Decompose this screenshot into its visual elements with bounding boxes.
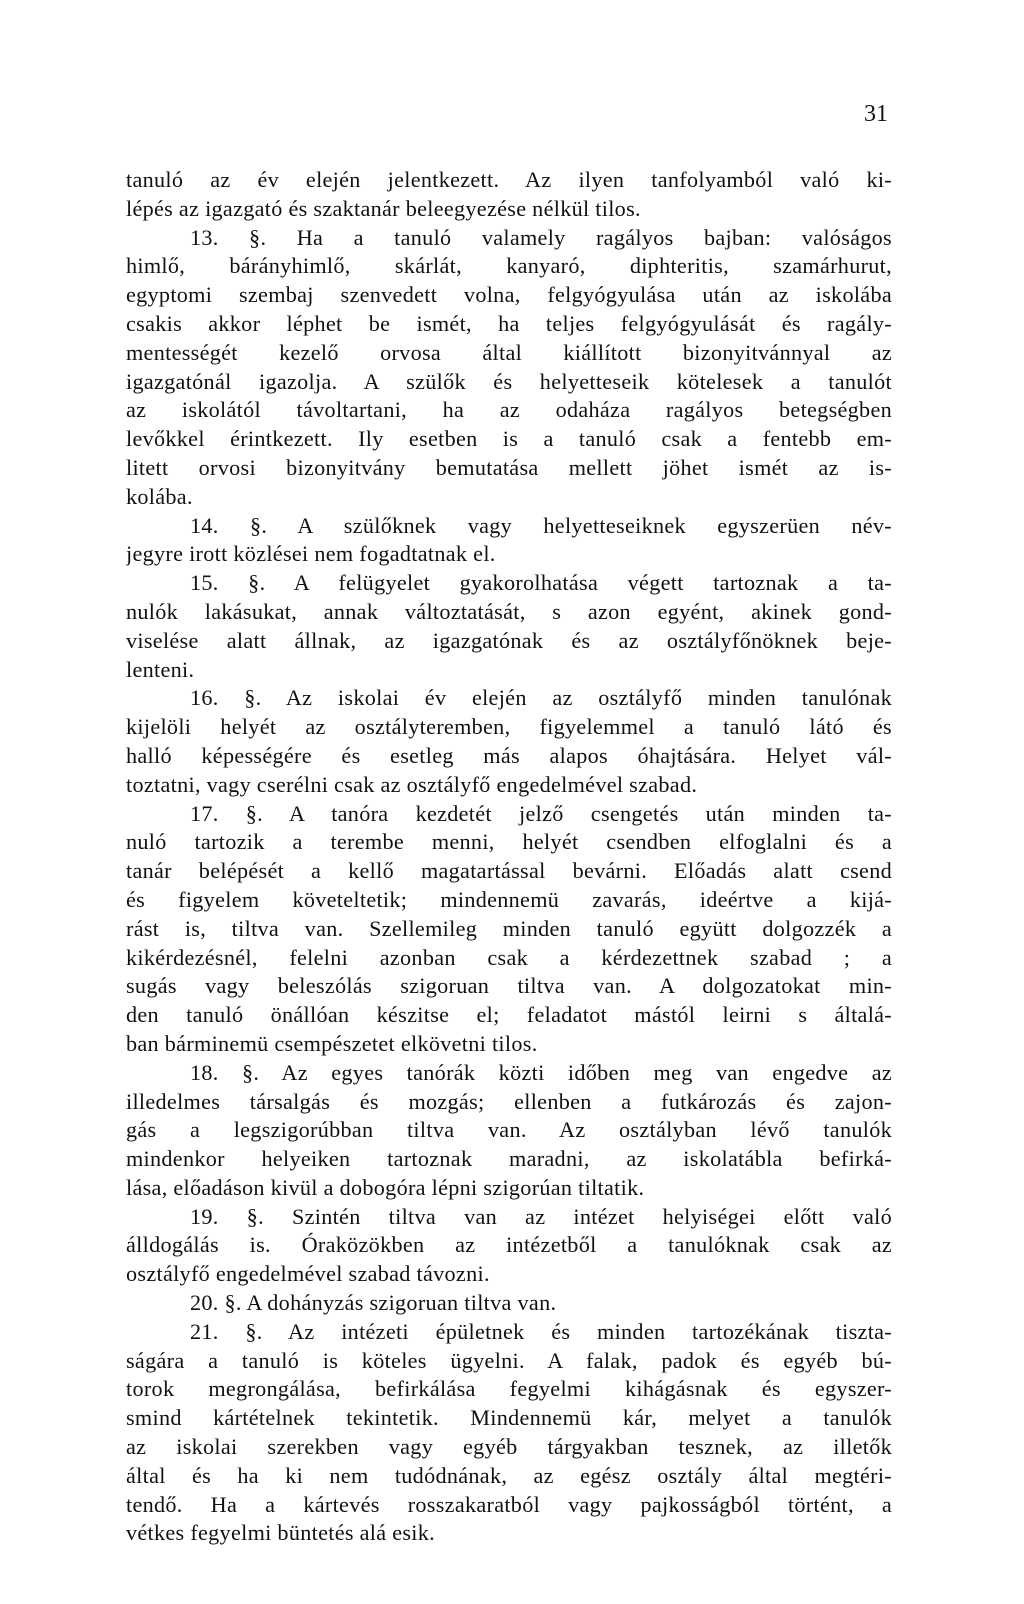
page-number: 31 bbox=[864, 101, 888, 127]
text-line: tanár belépését a kellő magatartással bevárni. Előadás alatt csend bbox=[126, 858, 892, 884]
text-line: csakis akkor léphet be ismét, ha teljes felgyógyulását és ragály- bbox=[126, 310, 892, 336]
text-line: ban bárminemü csempészetet elkövetni tilos. bbox=[126, 1030, 538, 1056]
text-line: 13. §. Ha a tanuló valamely ragályos bajban: valóságos bbox=[190, 224, 892, 250]
text-line: 20. §. A dohányzás szigoruan tiltva van. bbox=[190, 1290, 557, 1316]
body-text bbox=[126, 166, 892, 1548]
text-line: illedelmes társalgás és mozgás; ellenben a futkározás és zajon- bbox=[126, 1088, 892, 1114]
text-line: és figyelem követeltetik; mindennemü zavarás, ideértve a kijá- bbox=[126, 886, 892, 912]
text-line: egyptomi szembaj szenvedett volna, felgyógyulása után az iskolába bbox=[126, 282, 892, 308]
text-line: nulók lakásukat, annak változtatását, s azon egyént, akinek gond- bbox=[126, 598, 892, 624]
text-line: den tanuló önállóan készitse el; feladatot mástól leirni s általá- bbox=[126, 1002, 892, 1028]
text-line: jegyre irott közlései nem fogadtatnak el. bbox=[126, 541, 496, 567]
text-line: halló képességére és esetleg más alapos óhajtására. Helyet vál- bbox=[126, 742, 892, 768]
text-line: 15. §. A felügyelet gyakorolhatása végett tartoznak a ta- bbox=[190, 570, 892, 596]
text-line: ságára a tanuló is köteles ügyelni. A falak, padok és egyéb bú- bbox=[126, 1347, 892, 1373]
text-line: lépés az igazgató és szaktanár beleegyezése nélkül tilos. bbox=[126, 195, 641, 221]
text-line: az iskolai szerekben vagy egyéb tárgyakban tesznek, az illetők bbox=[126, 1434, 892, 1460]
text-line: 16. §. Az iskolai év elején az osztályfő minden tanulónak bbox=[190, 685, 892, 711]
text-line: torok megrongálása, befirkálása fegyelmi kihágásnak és egyszer- bbox=[126, 1376, 892, 1402]
text-line: kikérdezésnél, felelni azonban csak a kérdezettnek szabad ; a bbox=[126, 944, 892, 970]
text-line: gás a legszigorúbban tiltva van. Az osztályban lévő tanulók bbox=[126, 1117, 892, 1143]
text-line: himlő, bárányhimlő, skárlát, kanyaró, diphteritis, szamárhurut, bbox=[126, 253, 892, 279]
text-line: nuló tartozik a terembe menni, helyét csendben elfoglalni és a bbox=[126, 829, 892, 855]
text-line: 19. §. Szintén tiltva van az intézet helyiségei előtt való bbox=[190, 1203, 892, 1229]
text-line: mentességét kezelő orvosa által kiállított bizonyitvánnyal az bbox=[126, 339, 892, 365]
text-line: által és ha ki nem tudódnának, az egész osztály által megtéri- bbox=[126, 1462, 892, 1488]
text-line: litett orvosi bizonyitvány bemutatása mellett jöhet ismét az is- bbox=[126, 454, 892, 480]
text-line: rást is, tiltva van. Szellemileg minden tanuló együtt dolgozzék a bbox=[126, 915, 892, 941]
text-line: toztatni, vagy cserélni csak az osztályfő engedelmével szabad. bbox=[126, 771, 698, 797]
text-line: 14. §. A szülőknek vagy helyetteseiknek egyszerüen név- bbox=[190, 512, 892, 538]
text-line: 17. §. A tanóra kezdetét jelző csengetés után minden ta- bbox=[190, 800, 892, 826]
text-line: tendő. Ha a kártevés rosszakaratból vagy pajkosságból történt, a bbox=[126, 1491, 892, 1517]
text-line: 21. §. Az intézeti épületnek és minden tartozékának tiszta- bbox=[190, 1318, 892, 1344]
text-line: lása, előadáson kivül a dobogóra lépni szigorúan tiltatik. bbox=[126, 1174, 645, 1200]
text-line: levőkkel érintkezett. Ily esetben is a tanuló csak a fentebb em- bbox=[126, 426, 892, 452]
text-line: mindenkor helyeiken tartoznak maradni, az iskolatábla befirká- bbox=[126, 1146, 892, 1172]
text-line: smind kártételnek tekintetik. Mindennemü kár, melyet a tanulók bbox=[126, 1405, 892, 1431]
text-line: kolába. bbox=[126, 483, 193, 509]
text-line: az iskolától távoltartani, ha az odaháza ragályos betegségben bbox=[126, 397, 892, 423]
text-line: 18. §. Az egyes tanórák közti időben meg van engedve az bbox=[190, 1059, 892, 1085]
text-line: sugás vagy beleszólás szigoruan tiltva van. A dolgozatokat min- bbox=[126, 973, 892, 999]
text-line: lenteni. bbox=[126, 656, 195, 682]
text-line: osztályfő engedelmével szabad távozni. bbox=[126, 1261, 490, 1287]
text-line: tanuló az év elején jelentkezett. Az ilyen tanfolyamból való ki- bbox=[126, 167, 892, 192]
text-line: igazgatónál igazolja. A szülők és helyetteseik kötelesek a tanulót bbox=[126, 368, 892, 394]
text-line: kijelöli helyét az osztályteremben, figyelemmel a tanuló látó és bbox=[126, 714, 892, 740]
text-line: viselése alatt állnak, az igazgatónak és az osztályfőnöknek beje- bbox=[126, 627, 892, 653]
text-line: vétkes fegyelmi büntetés alá esik. bbox=[126, 1520, 436, 1546]
text-line: álldogálás is. Óraközökben az intézetből a tanulóknak csak az bbox=[126, 1232, 892, 1258]
